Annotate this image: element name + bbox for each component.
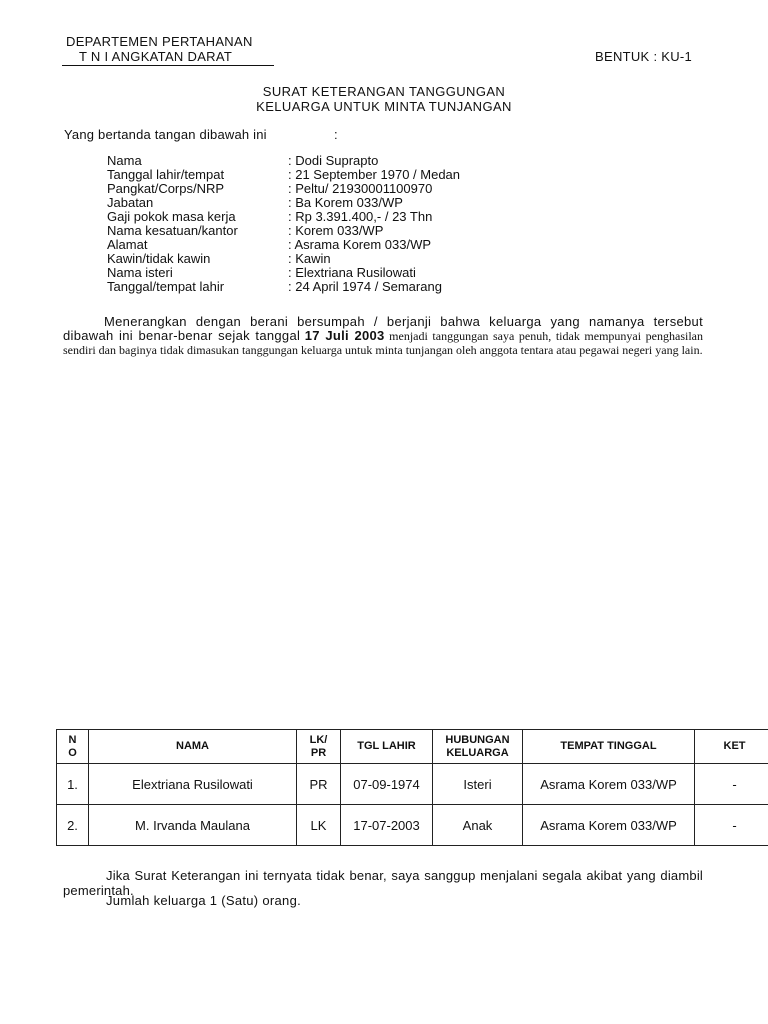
intro-text: Yang bertanda tangan dibawah ini bbox=[64, 127, 267, 142]
column-header-hubungan: HUBUNGAN KELUARGA bbox=[433, 730, 523, 764]
column-header-lkpr: LK/ PR bbox=[297, 730, 341, 764]
field-label: Pangkat/Corps/NRP bbox=[107, 181, 225, 196]
statement-date: 17 Juli 2003 bbox=[304, 328, 385, 343]
cell-no: 1. bbox=[57, 764, 89, 805]
document-title-line1: SURAT KETERANGAN TANGGUNGAN bbox=[262, 84, 506, 99]
field-value: : Elextriana Rusilowati bbox=[288, 265, 416, 280]
field-label: Kawin/tidak kawin bbox=[107, 251, 211, 266]
table-row bbox=[57, 805, 768, 846]
field-label: Alamat bbox=[107, 237, 148, 252]
intro-line bbox=[64, 127, 338, 142]
table-row bbox=[57, 764, 768, 805]
field-value: : 24 April 1974 / Semarang bbox=[288, 279, 442, 294]
field-value: : Asrama Korem 033/WP bbox=[288, 237, 432, 252]
field-value: : Ba Korem 033/WP bbox=[288, 195, 403, 210]
field-value: : Rp 3.391.400,- / 23 Thn bbox=[288, 209, 433, 224]
unit-name: T N I ANGKATAN DARAT bbox=[79, 49, 233, 64]
cell-ket: - bbox=[695, 805, 768, 846]
department-header bbox=[66, 34, 253, 64]
cell-nama: M. Irvanda Maulana bbox=[89, 805, 297, 846]
field-label: Tanggal lahir/tempat bbox=[107, 167, 225, 182]
field-value: : 21 September 1970 / Medan bbox=[288, 167, 461, 182]
cell-tempat-tinggal: Asrama Korem 033/WP bbox=[523, 805, 695, 846]
field-label: Tanggal/tempat lahir bbox=[107, 279, 225, 294]
cell-hubungan: Anak bbox=[433, 805, 523, 846]
department-name: DEPARTEMEN PERTAHANAN bbox=[66, 34, 253, 49]
cell-nama: Elextriana Rusilowati bbox=[89, 764, 297, 805]
statement-part2: menjadi tanggungan saya penuh, tidak mempunyai penghasilan sendiri dan baginya tidak dimasukan tanggungan keluarga untuk minta tunjangan oleh anggota tentara atau pegawai negeri yang lain. bbox=[63, 329, 703, 357]
cell-tempat-tinggal: Asrama Korem 033/WP bbox=[523, 764, 695, 805]
column-header-ket: KET bbox=[695, 730, 768, 764]
cell-lkpr: PR bbox=[297, 764, 341, 805]
cell-ket: - bbox=[695, 764, 768, 805]
cell-lkpr: LK bbox=[297, 805, 341, 846]
statement-part1: Menerangkan dengan berani bersumpah / berjanji bahwa keluarga yang namanya tersebut dibawah ini benar-benar sejak tanggal bbox=[63, 314, 703, 343]
field-value: : Peltu/ 21930001100970 bbox=[288, 181, 433, 196]
cell-tgl-lahir: 17-07-2003 bbox=[341, 805, 433, 846]
field-value: : Kawin bbox=[288, 251, 331, 266]
family-count: Jumlah keluarga 1 (Satu) orang. bbox=[106, 893, 302, 908]
column-header-no: N O bbox=[57, 730, 89, 764]
cell-no: 2. bbox=[57, 805, 89, 846]
form-code: BENTUK : KU-1 bbox=[595, 49, 693, 64]
statement-paragraph bbox=[63, 315, 703, 357]
field-label: Nama kesatuan/kantor bbox=[107, 223, 238, 238]
field-value: : Korem 033/WP bbox=[288, 223, 384, 238]
header-underline bbox=[62, 65, 274, 66]
table-header-row bbox=[57, 730, 768, 764]
column-header-nama: NAMA bbox=[89, 730, 297, 764]
closing-statement: Jika Surat Keterangan ini ternyata tidak benar, saya sanggup menjalani segala akibat yang diambil pemerintah. bbox=[63, 868, 703, 898]
cell-tgl-lahir: 07-09-1974 bbox=[341, 764, 433, 805]
intro-colon: : bbox=[334, 127, 338, 142]
family-table bbox=[56, 729, 768, 846]
field-label: Nama bbox=[107, 153, 142, 168]
field-label: Gaji pokok masa kerja bbox=[107, 209, 236, 224]
column-header-tgl-lahir: TGL LAHIR bbox=[341, 730, 433, 764]
field-label: Nama isteri bbox=[107, 265, 173, 280]
cell-hubungan: Isteri bbox=[433, 764, 523, 805]
column-header-tempat-tinggal: TEMPAT TINGGAL bbox=[523, 730, 695, 764]
document-title-line2: KELUARGA UNTUK MINTA TUNJANGAN bbox=[256, 99, 512, 114]
field-label: Jabatan bbox=[107, 195, 154, 210]
field-value: : Dodi Suprapto bbox=[288, 153, 379, 168]
